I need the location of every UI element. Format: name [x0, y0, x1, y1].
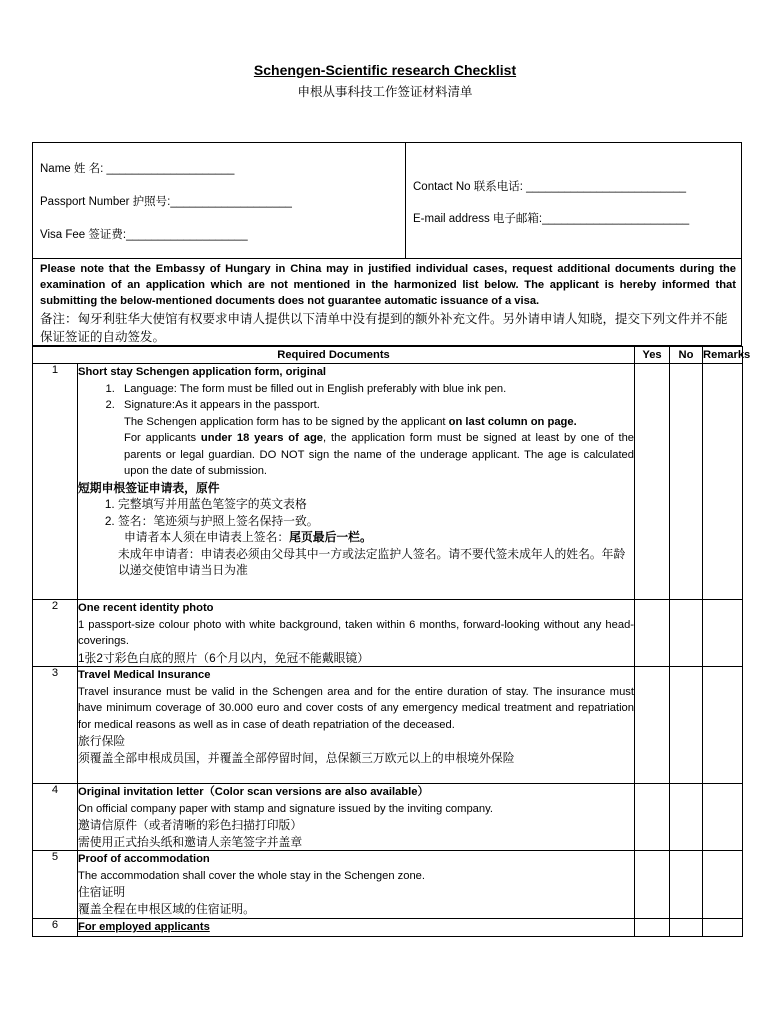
- row-title: Short stay Schengen application form, original: [78, 366, 327, 378]
- row-title: For employed applicants: [78, 921, 210, 933]
- signature-note-cn: [78, 529, 634, 546]
- table-row: [33, 919, 743, 937]
- row-title: Original invitation letter（Color scan versions are also available）: [78, 786, 429, 798]
- row-description-cn-detail: 需使用正式抬头纸和邀请人亲笔签字并盖章: [78, 834, 303, 849]
- applicant-info-left: [33, 143, 406, 258]
- row-number: 4: [33, 784, 78, 851]
- applicant-info-right: [406, 143, 741, 258]
- row-content: [78, 784, 635, 851]
- list-item: 2. 签名：笔迹须与护照上签名保持一致。: [118, 513, 634, 530]
- minor-note-rest: , the application form must be signed at least by one of the parents or legal guardian. DO NOT sign the name of the underage applicant. The age is calculated upon the date of submission.: [124, 432, 635, 477]
- remarks-cell[interactable]: [703, 364, 743, 600]
- table-header-row: [33, 347, 743, 364]
- table-row: [33, 364, 743, 600]
- table-row: [33, 600, 743, 667]
- table-row: [33, 851, 743, 919]
- requirements-list: [78, 381, 634, 414]
- required-documents-table: [32, 346, 751, 937]
- row-content: [78, 851, 635, 919]
- row-title: Travel Medical Insurance: [78, 669, 211, 681]
- header-remarks: Remarks: [703, 347, 743, 364]
- no-checkbox-cell[interactable]: [670, 851, 703, 919]
- row-number: 2: [33, 600, 78, 667]
- signature-note-cn-text: 申请者本人须在申请表上签名：: [124, 530, 290, 544]
- row-title-cn: 短期申根签证申请表，原件: [78, 480, 220, 495]
- row-description: On official company paper with stamp and signature issued by the inviting company.: [78, 802, 493, 815]
- signature-note: [78, 414, 634, 431]
- visa-fee-field[interactable]: Visa Fee 签证费:___________________: [40, 229, 248, 241]
- list-item: 1. Language: The form must be filled out in English preferably with blue ink pen.: [118, 381, 634, 398]
- no-checkbox-cell[interactable]: [670, 364, 703, 600]
- row-description-cn-detail: 须覆盖全部申根成员国，并覆盖全部停留时间，总保额三万欧元以上的申根境外保险: [78, 750, 515, 765]
- row-description-cn: 住宿证明: [78, 885, 126, 899]
- row-title: One recent identity photo: [78, 602, 214, 614]
- remarks-cell[interactable]: [703, 667, 743, 784]
- row-number: 6: [33, 919, 78, 937]
- row-content: [78, 600, 635, 667]
- row-description-cn: 旅行保险: [78, 734, 126, 748]
- yes-checkbox-cell[interactable]: [635, 851, 670, 919]
- table-row: [33, 784, 743, 851]
- yes-checkbox-cell[interactable]: [635, 667, 670, 784]
- row-number: 1: [33, 364, 78, 600]
- minor-note-emphasis: under 18 years of age: [200, 432, 324, 444]
- row-description: Travel insurance must be valid in the Schengen area and for the entire duration of stay. The insurance must have minimum coverage of 30.000 euro and cover costs of any emergency medical treatment and repatriation for medical reasons as well as in case of death repatriation of the deceased.: [78, 685, 635, 731]
- header-no: No: [670, 347, 703, 364]
- row-description-cn: 邀请信原件（或者清晰的彩色扫描打印版）: [78, 818, 303, 832]
- row-number: 5: [33, 851, 78, 919]
- yes-checkbox-cell[interactable]: [635, 919, 670, 937]
- requirements-list-cn: [78, 496, 634, 529]
- row-content: [78, 667, 635, 784]
- remarks-cell[interactable]: [703, 851, 743, 919]
- minor-note-cn: 未成年申请者：申请表必须由父母其中一方或法定监护人签名。请不要代签未成年人的姓名。年龄以递交使馆申请当日为准: [118, 546, 626, 577]
- row-title: Proof of accommodation: [78, 853, 210, 865]
- remarks-cell[interactable]: [703, 784, 743, 851]
- page-title: Schengen-Scientific research Checklist: [253, 62, 517, 78]
- page-subtitle: 申根从事科技工作签证材料清单: [297, 85, 473, 99]
- list-item: 2. Signature:As it appears in the passport.: [118, 397, 634, 414]
- no-checkbox-cell[interactable]: [670, 784, 703, 851]
- no-checkbox-cell[interactable]: [670, 667, 703, 784]
- no-checkbox-cell[interactable]: [670, 919, 703, 937]
- header-yes: Yes: [635, 347, 670, 364]
- header-required-documents: Required Documents: [33, 347, 635, 364]
- remarks-cell[interactable]: [703, 600, 743, 667]
- name-field[interactable]: Name 姓 名: ____________________: [40, 163, 235, 175]
- minor-note-text: For applicants: [124, 432, 201, 444]
- row-content: [78, 364, 635, 600]
- notice-english: Please note that the Embassy of Hungary in China may in justified individual cases, request additional documents during the examination of an application which are not mentioned in the harmonized list below. The applicant is hereby informed that submitting the below-mentioned documents does not guarantee automatic issuance of a visa.: [40, 263, 736, 307]
- table-row: [33, 667, 743, 784]
- row-number: 3: [33, 667, 78, 784]
- list-item: 1. 完整填写并用蓝色笔签字的英文表格: [118, 496, 634, 513]
- email-field[interactable]: E-mail address 电子邮箱:_______________________: [413, 213, 690, 225]
- minor-note: [78, 430, 634, 480]
- remarks-cell[interactable]: [703, 919, 743, 937]
- no-checkbox-cell[interactable]: [670, 600, 703, 667]
- row-description: The accommodation shall cover the whole stay in the Schengen zone.: [78, 869, 426, 882]
- row-description: 1 passport-size colour photo with white background, taken within 6 months, forward-looking without any head-coverings.: [78, 618, 635, 647]
- notice-box: [32, 259, 742, 346]
- row-description-cn: 1张2寸彩色白底的照片（6个月以内，免冠不能戴眼镜）: [78, 650, 370, 665]
- yes-checkbox-cell[interactable]: [635, 784, 670, 851]
- applicant-info-box: [32, 142, 742, 259]
- contact-number-field[interactable]: Contact No 联系电话: _________________________: [413, 181, 687, 193]
- row-description-cn-detail: 覆盖全程在申根区域的住宿证明。: [78, 901, 255, 916]
- yes-checkbox-cell[interactable]: [635, 600, 670, 667]
- notice-chinese: 备注：匈牙利驻华大使馆有权要求申请人提供以下清单中没有提到的额外补充文件。另外请申请人知晓，提交下列文件并不能保证签证的自动签发。: [40, 312, 728, 344]
- row-content: [78, 919, 635, 937]
- signature-note-cn-emphasis: 尾页最后一栏。: [289, 530, 372, 544]
- signature-note-text: The Schengen application form has to be signed by the applicant: [124, 415, 449, 428]
- yes-checkbox-cell[interactable]: [635, 364, 670, 600]
- passport-number-field[interactable]: Passport Number 护照号:___________________: [40, 196, 292, 208]
- signature-note-emphasis: on last column on page.: [448, 415, 577, 428]
